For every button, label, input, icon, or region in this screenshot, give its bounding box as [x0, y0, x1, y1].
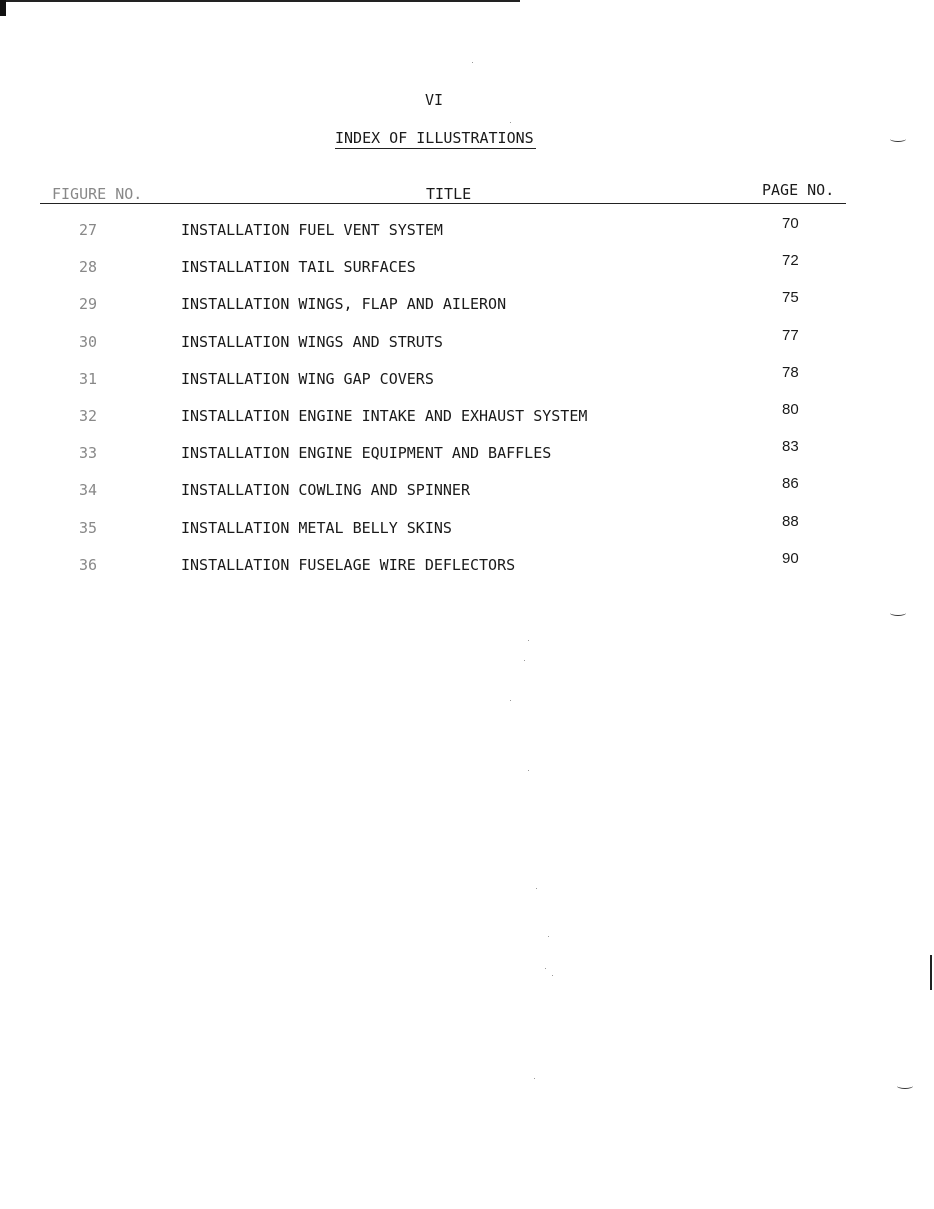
- scan-speck: [510, 122, 511, 123]
- page-reference: 78: [782, 363, 799, 381]
- scan-corner: [0, 0, 6, 16]
- scan-speck: [528, 770, 529, 771]
- illustration-title: INSTALLATION WING GAP COVERS: [181, 369, 434, 388]
- title-underline: [335, 148, 536, 149]
- scan-speck: [472, 62, 473, 63]
- page-reference: 90: [782, 549, 799, 567]
- figure-number: 33: [79, 444, 98, 463]
- figure-number: 32: [79, 407, 98, 425]
- page-reference: 75: [782, 289, 799, 307]
- illustration-title: INSTALLATION ENGINE EQUIPMENT AND BAFFLES: [181, 444, 552, 463]
- figure-number: 36: [79, 555, 98, 574]
- figure-number: 30: [79, 332, 98, 351]
- page-number: VI: [425, 91, 444, 109]
- figure-number: 29: [79, 295, 98, 314]
- binder-hole-mark: [890, 610, 906, 616]
- scan-speck: [552, 975, 553, 976]
- scan-speck: [528, 640, 529, 641]
- scan-speck: [510, 700, 511, 701]
- figure-number: 27: [79, 221, 98, 239]
- illustration-title: INSTALLATION FUEL VENT SYSTEM: [181, 221, 443, 239]
- figure-number: 31: [79, 369, 98, 388]
- binder-hole-mark: [890, 136, 906, 142]
- page-reference: 88: [782, 512, 799, 530]
- figure-number: 35: [79, 518, 98, 537]
- page-title: INDEX OF ILLUSTRATIONS: [335, 129, 534, 147]
- figure-number: 34: [79, 481, 98, 500]
- page-reference: 86: [782, 475, 799, 493]
- illustration-title: INSTALLATION TAIL SURFACES: [181, 258, 416, 277]
- illustration-title: INSTALLATION WINGS, FLAP AND AILERON: [181, 295, 507, 314]
- header-figure-no: FIGURE NO.: [52, 185, 143, 203]
- illustration-title: INSTALLATION WINGS AND STRUTS: [181, 332, 443, 351]
- header-page-no: PAGE NO.: [762, 181, 835, 199]
- illustration-title: INSTALLATION ENGINE INTAKE AND EXHAUST SYSTEM: [181, 407, 588, 425]
- page-reference: 80: [782, 401, 799, 418]
- page-reference: 83: [782, 438, 799, 456]
- scan-speck: [545, 968, 546, 969]
- page-reference: 70: [782, 215, 799, 232]
- page-reference: 72: [782, 252, 799, 270]
- scan-edge-mark: [930, 955, 932, 990]
- scan-edge: [0, 0, 520, 2]
- header-rule: [40, 203, 846, 204]
- scan-speck: [524, 660, 525, 661]
- scan-speck: [534, 1078, 535, 1079]
- header-title: TITLE: [426, 185, 472, 203]
- scan-speck: [536, 888, 537, 889]
- binder-hole-mark: [897, 1083, 913, 1089]
- illustration-title: INSTALLATION COWLING AND SPINNER: [181, 481, 470, 500]
- scan-speck: [548, 936, 549, 937]
- figure-number: 28: [79, 258, 98, 277]
- page-reference: 77: [782, 326, 799, 344]
- illustration-title: INSTALLATION FUSELAGE WIRE DEFLECTORS: [181, 555, 516, 574]
- illustration-title: INSTALLATION METAL BELLY SKINS: [181, 518, 452, 537]
